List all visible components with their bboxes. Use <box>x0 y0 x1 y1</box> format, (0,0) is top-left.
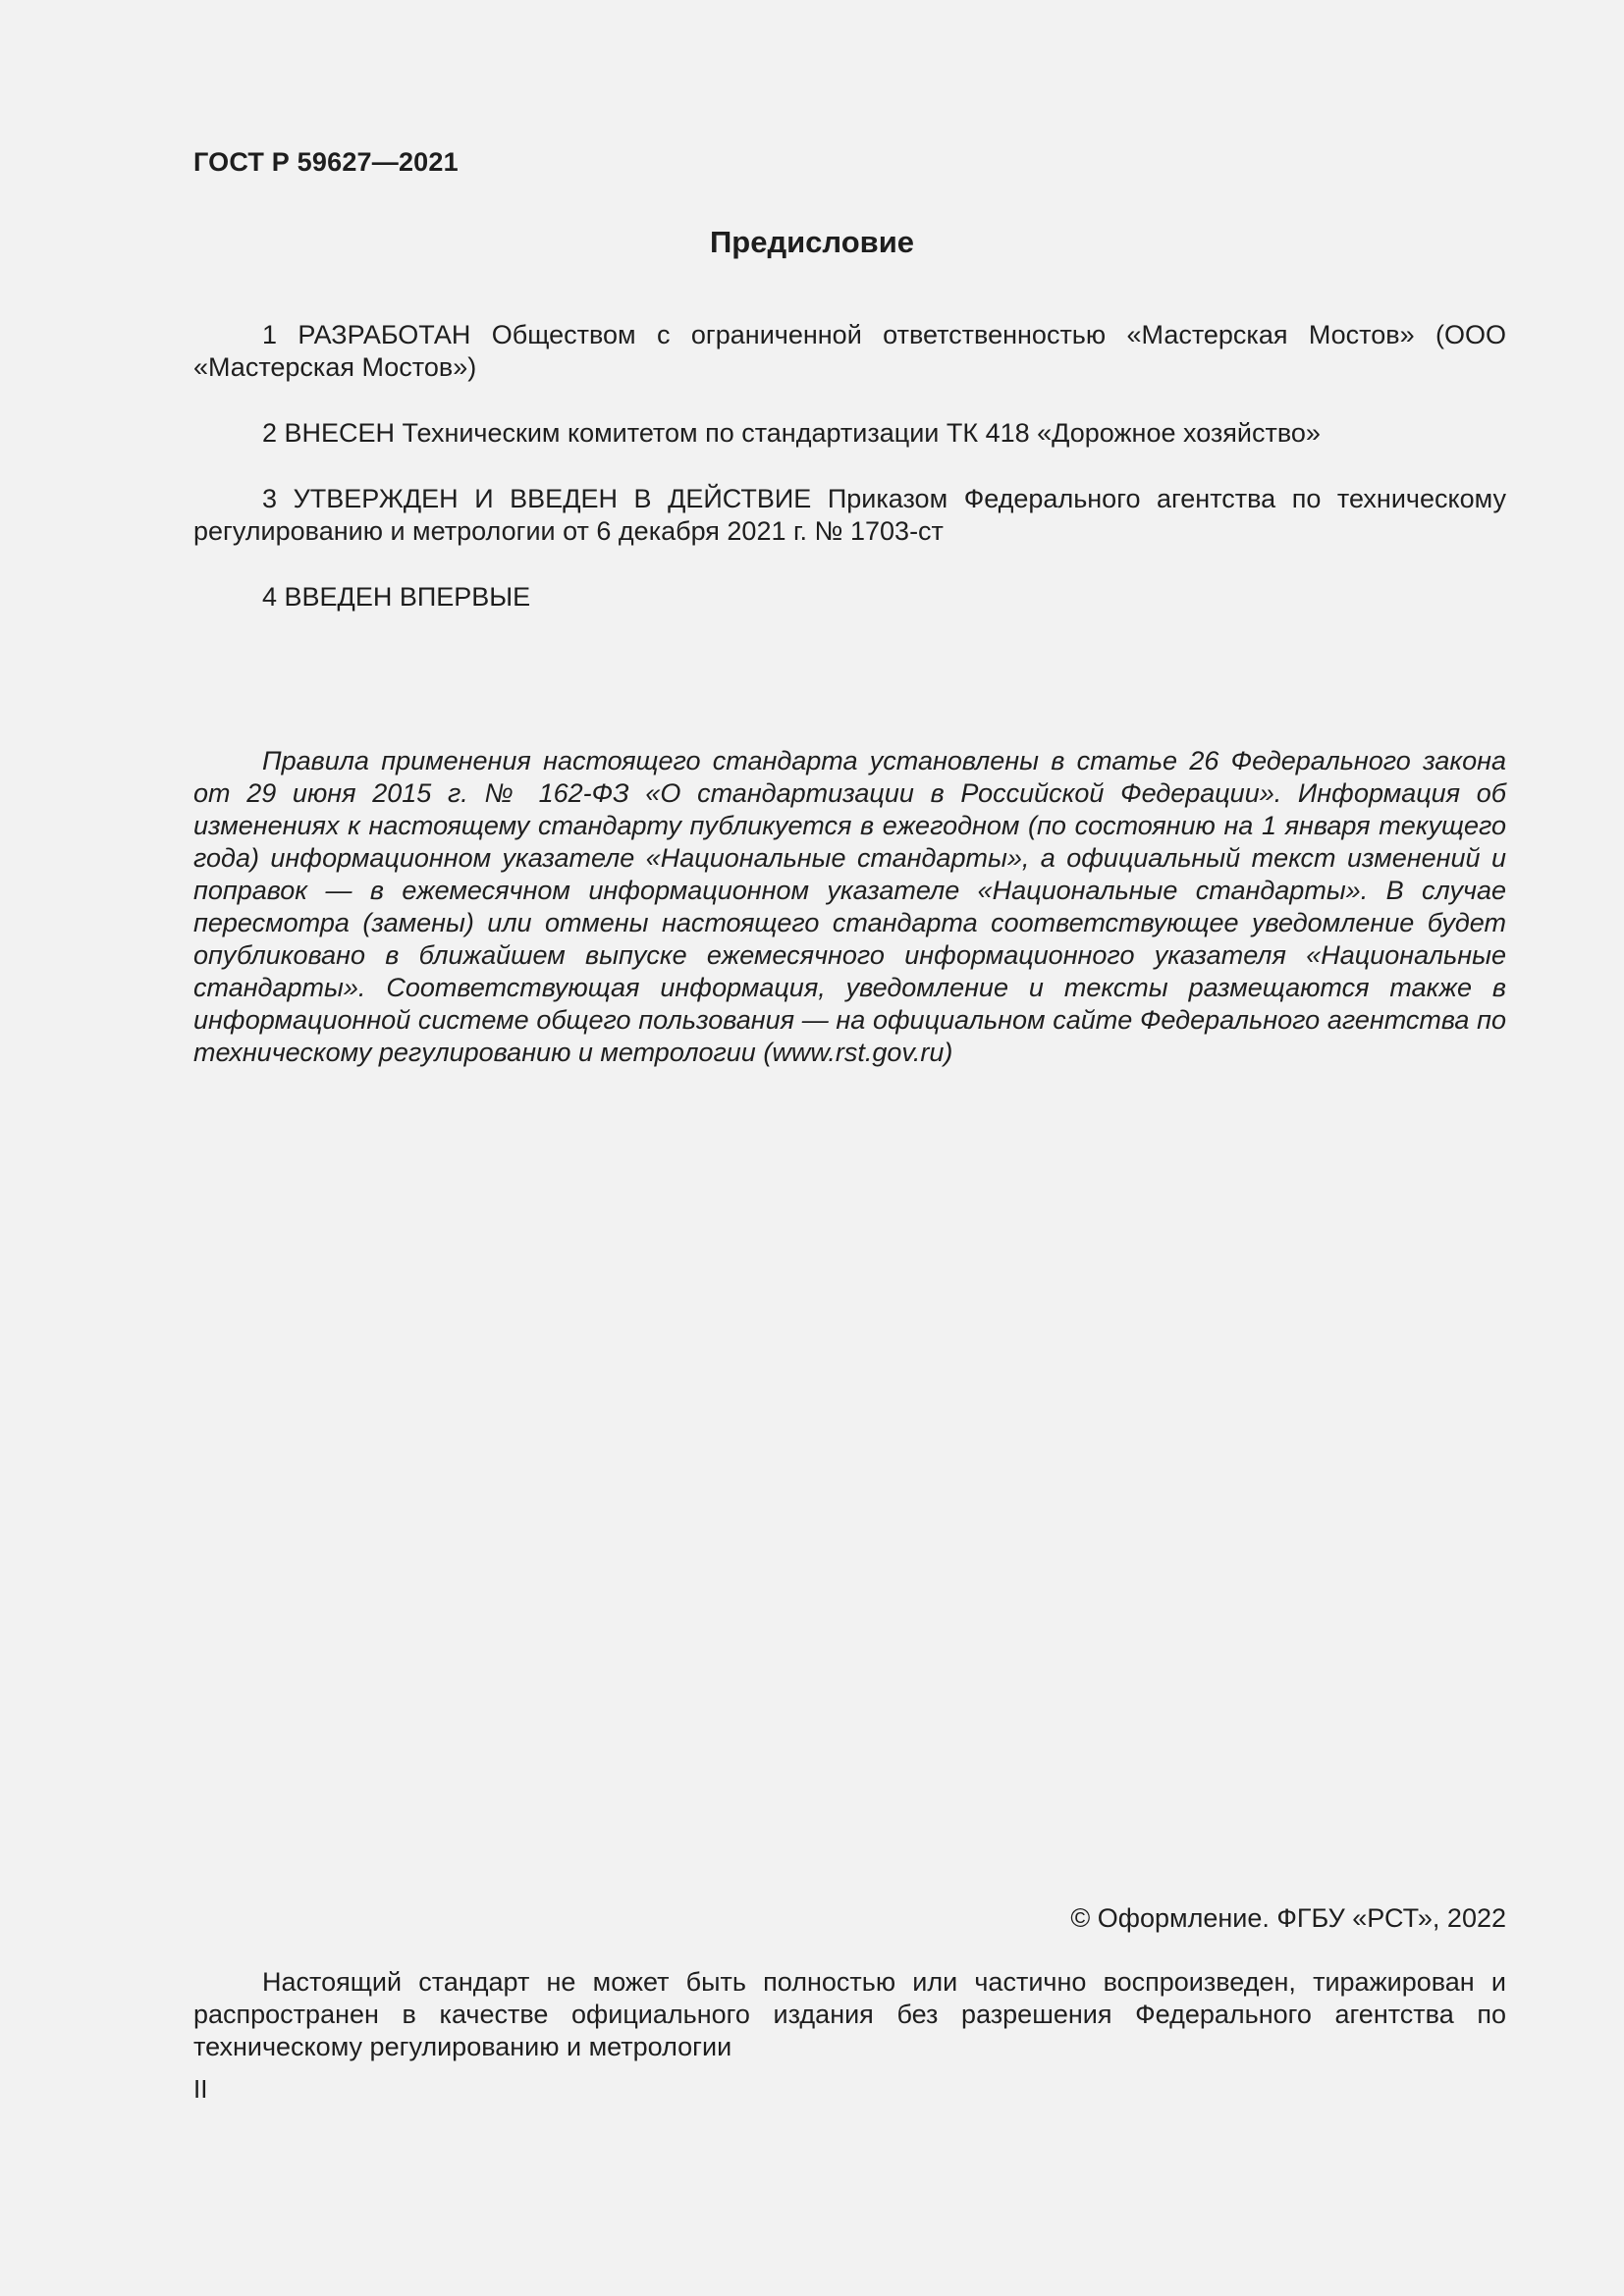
reproduction-notice: Настоящий стандарт не может быть полностью или частично воспроизведен, тиражирован и распространен в качестве официального издания без разрешения Федерального агентства по техническому регулированию и метрологии <box>193 1967 1506 2061</box>
standard-code: ГОСТ Р 59627—2021 <box>193 147 459 177</box>
foreword-item-4: 4 ВВЕДЕН ВПЕРВЫЕ <box>262 582 531 612</box>
page-title: Предисловие <box>709 225 914 259</box>
foreword-item-3: 3 УТВЕРЖДЕН И ВВЕДЕН В ДЕЙСТВИЕ Приказом Федерального агентства по техническому регулированию и метрологии от 6 декабря 2021 г. № 1703-ст <box>193 484 1506 546</box>
application-rules-notice: Правила применения настоящего стандарта установлены в статье 26 Федерального закона от 29 июня 2015 г. № 162-ФЗ «О стандартизации в Российской Федерации». Информация об изменениях к настоящему стандарту публикуется в ежегодном (по состоянию на 1 января текущего года) информационном указателе «Национальные стандарты», а официальный текст изменений и поправок — в ежемесячном информационном указателе «Национальные стандарты». В случае пересмотра (замены) или отмены настоящего стандарта соответствующее уведомление будет опубликовано в ближайшем выпуске ежемесячного информационного указателя «Национальные стандарты». Соответствующая информация, уведомление и тексты размещаются также в информационной системе общего пользования — на официальном сайте Федерального агентства по техническому регулированию и метрологии (www.rst.gov.ru) <box>193 746 1506 1067</box>
copyright-line: © Оформление. ФГБУ «РСТ», 2022 <box>1070 1903 1506 1933</box>
foreword-item-2: 2 ВНЕСЕН Техническим комитетом по стандартизации ТК 418 «Дорожное хозяйство» <box>262 418 1321 448</box>
foreword-item-1: 1 РАЗРАБОТАН Обществом с ограниченной ответственностью «Мастерская Мостов» (ООО «Мастерская Мостов») <box>193 320 1506 382</box>
page-number: II <box>193 2074 208 2104</box>
